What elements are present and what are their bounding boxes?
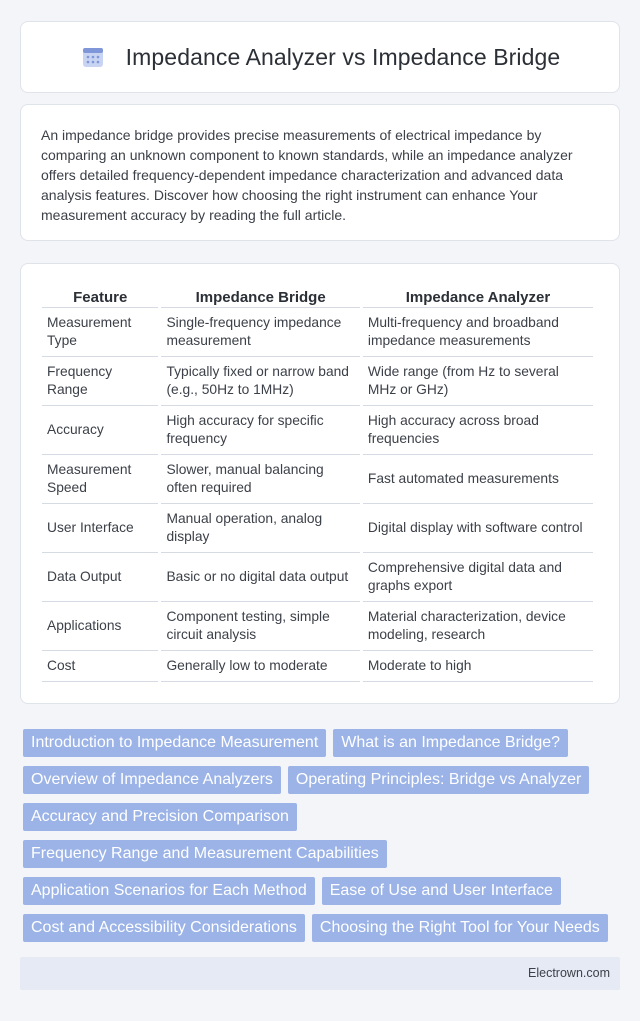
table-cell: Fast automated measurements [363,455,593,504]
link-row [23,729,620,757]
link-operating-principles[interactable]: Operating Principles: Bridge vs Analyzer [288,766,589,794]
link-what-is-bridge[interactable]: What is an Impedance Bridge? [333,729,568,757]
footer [20,957,620,990]
table-cell: Measurement Type [42,308,158,357]
table-cell: Frequency Range [42,357,158,406]
table-cell: Component testing, simple circuit analysis [161,602,359,651]
comparison-table-card [20,263,620,704]
table-cell: High accuracy for specific frequency [161,406,359,455]
link-frequency-range[interactable]: Frequency Range and Measurement Capabilities [23,840,387,868]
link-ease-of-use[interactable]: Ease of Use and User Interface [322,877,561,905]
table-row [42,553,593,602]
table-cell: Basic or no digital data output [161,553,359,602]
link-row [23,766,620,794]
table-row [42,602,593,651]
link-cost-accessibility[interactable]: Cost and Accessibility Considerations [23,914,305,942]
related-links [23,729,620,951]
link-application-scenarios[interactable]: Application Scenarios for Each Method [23,877,315,905]
link-introduction[interactable]: Introduction to Impedance Measurement [23,729,326,757]
table-cell: Measurement Speed [42,455,158,504]
footer-site-name[interactable]: Electrown.com [528,966,610,980]
table-cell: Manual operation, analog display [161,504,359,553]
column-header-bridge: Impedance Bridge [161,284,359,308]
table-row [42,406,593,455]
page-title: Impedance Analyzer vs Impedance Bridge [125,43,561,70]
table-cell: High accuracy across broad frequencies [363,406,593,455]
link-row [23,877,620,905]
table-cell: User Interface [42,504,158,553]
link-row [23,803,620,831]
link-accuracy-comparison[interactable]: Accuracy and Precision Comparison [23,803,297,831]
comparison-table [39,284,596,682]
table-cell: Single-frequency impedance measurement [161,308,359,357]
table-row [42,308,593,357]
link-choosing-tool[interactable]: Choosing the Right Tool for Your Needs [312,914,608,942]
table-row [42,504,593,553]
table-cell: Material characterization, device modeling, research [363,602,593,651]
table-cell: Moderate to high [363,651,593,682]
table-cell: Slower, manual balancing often required [161,455,359,504]
table-cell: Accuracy [42,406,158,455]
intro-card [20,104,620,241]
column-header-analyzer: Impedance Analyzer [363,284,593,308]
table-cell: Comprehensive digital data and graphs export [363,553,593,602]
table-cell: Applications [42,602,158,651]
table-cell: Digital display with software control [363,504,593,553]
link-row [23,840,620,868]
column-header-feature: Feature [42,284,158,308]
header-card [20,21,620,93]
table-cell: Generally low to moderate [161,651,359,682]
table-row [42,357,593,406]
table-row [42,651,593,682]
table-cell: Typically fixed or narrow band (e.g., 50Hz to 1MHz) [161,357,359,406]
table-header-row [42,284,593,308]
document-icon [80,44,106,70]
intro-text: An impedance bridge provides precise measurements of electrical impedance by comparing an unknown component to known standards, while an impedance analyzer offers detailed frequency-dependent impedance characterization and advanced data analysis features. Discover how choosing the right instrument can enhance Your measurement accuracy by reading the full article. [41,127,573,223]
link-overview-analyzers[interactable]: Overview of Impedance Analyzers [23,766,281,794]
table-cell: Cost [42,651,158,682]
table-cell: Wide range (from Hz to several MHz or GHz) [363,357,593,406]
link-row [23,914,620,942]
table-cell: Data Output [42,553,158,602]
table-cell: Multi-frequency and broadband impedance measurements [363,308,593,357]
table-row [42,455,593,504]
